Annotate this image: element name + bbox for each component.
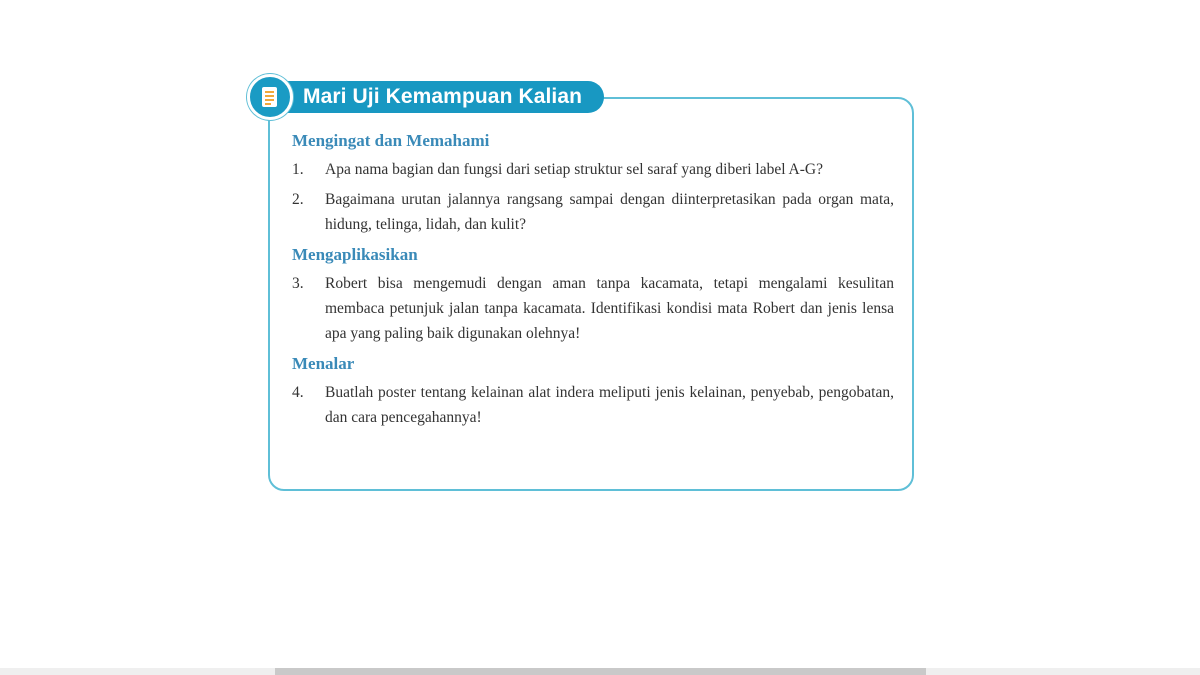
scrollbar-thumb[interactable] [275, 668, 926, 675]
question-text: Robert bisa mengemudi dengan aman tanpa kacamata, tetapi mengalami kesulitan membaca petunjuk jalan tanpa kacamata. Identifikasi kondisi mata Robert dan jenis lensa apa yang paling baik digunakan olehnya! [325, 275, 894, 342]
header-title-bar [281, 81, 604, 113]
section-mengingat [292, 128, 894, 237]
question-text: Apa nama bagian dan fungsi dari setiap struktur sel saraf yang diberi label A-G? [325, 161, 823, 178]
section-heading: Mengaplikasikan [292, 245, 418, 264]
section-mengaplikasikan [292, 242, 894, 346]
exercise-title: Mari Uji Kemampuan Kalian [303, 85, 583, 108]
section-heading: Mengingat dan Memahami [292, 131, 490, 150]
question-text: Buatlah poster tentang kelainan alat indera meliputi jenis kelainan, penyebab, pengobatan, dan cara pencegahannya! [325, 384, 894, 426]
question-number: 1. [292, 161, 304, 178]
document-icon [247, 74, 293, 120]
question-item [292, 380, 894, 430]
question-number: 3. [292, 275, 304, 292]
exercise-header [247, 78, 604, 116]
section-menalar [292, 351, 894, 430]
question-text: Bagaimana urutan jalannya rangsang sampai dengan diinterpretasikan pada organ mata, hidung, telinga, lidah, dan kulit? [325, 191, 894, 233]
question-number: 4. [292, 384, 304, 401]
question-item [292, 187, 894, 237]
question-item [292, 157, 894, 182]
section-heading: Menalar [292, 354, 355, 373]
question-number: 2. [292, 191, 304, 208]
question-item [292, 271, 894, 346]
exercise-content [292, 128, 894, 435]
